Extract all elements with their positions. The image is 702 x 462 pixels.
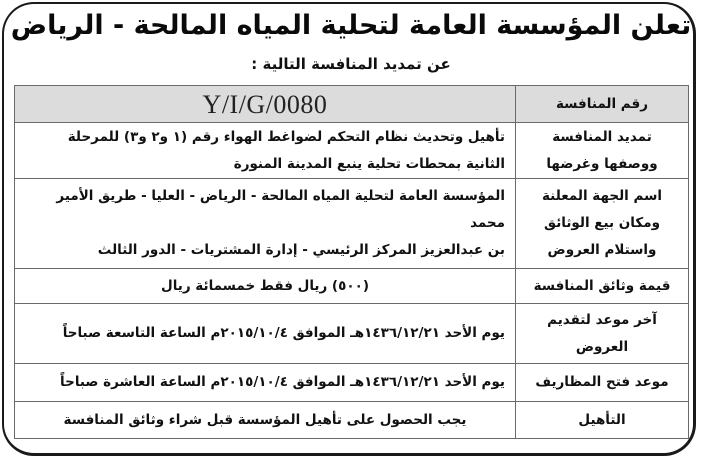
value-submission-deadline: يوم الأحد ١٤٣٦/١٢/٢١هـ الموافق ٢٠١٥/١٠/٤م الساعة التاسعة صباحاً (15, 304, 516, 364)
table-row-document-price (15, 269, 689, 304)
label-line: اسم الجهة المعلنة (542, 188, 662, 204)
value-tender-description (15, 123, 516, 179)
value-document-price: (٥٠٠) ريال فقط خمسمائة ريال (15, 269, 516, 304)
value-line: بن عبدالعزيز المركز الرئيسي - إدارة المشتريات - الدور الثالث (97, 242, 505, 258)
label-line: واستلام العروض (547, 242, 657, 258)
announcement-subtitle: عن تمديد المنافسة التالية : (251, 55, 451, 73)
value-line: المؤسسة العامة لتحلية المياه المالحة - الرياض - العليا - طريق الأمير محمد (56, 188, 505, 231)
label-submission-deadline (516, 304, 689, 364)
label-line: آخر موعد لتقديم (547, 311, 657, 328)
table-row-tender-number (15, 86, 689, 123)
value-line: تأهيل وتحديث نظام التحكم لضواغط الهواء رقم (١ و٢ و٣) للمرحلة (67, 128, 505, 145)
label-line: تمديد المنافسة (552, 128, 652, 145)
label-issuer-and-location (516, 179, 689, 269)
label-tender-number: رقم المنافسة (516, 86, 689, 123)
table-row-tender-description (15, 123, 689, 179)
table-row-envelope-opening (15, 364, 689, 402)
value-tender-number: Y/I/G/0080 (15, 86, 516, 123)
label-line: ووصفها وغرضها (546, 155, 658, 172)
value-qualification: يجب الحصول على تأهيل المؤسسة قبل شراء وثائق المنافسة (15, 402, 516, 439)
label-document-price: قيمة وثائق المنافسة (516, 269, 689, 304)
value-line: الثانية بمحطات تحلية ينبع المدينة المنورة (233, 155, 505, 172)
label-line: العروض (575, 338, 629, 355)
value-issuer-and-location (15, 179, 516, 269)
tender-details-table (14, 85, 689, 439)
label-qualification: التأهيل (516, 402, 689, 439)
label-envelope-opening: موعد فتح المظاريف (516, 364, 689, 402)
label-line: ومكان بيع الوثائق (544, 215, 660, 231)
value-envelope-opening: يوم الأحد ١٤٣٦/١٢/٢١هـ الموافق ٢٠١٥/١٠/٤م الساعة العاشرة صباحاً (15, 364, 516, 402)
label-tender-description (516, 123, 689, 179)
table-row-issuer-and-location (15, 179, 689, 269)
table-row-qualification (15, 402, 689, 439)
announcement-title: تعلن المؤسسة العامة لتحلية المياه المالحة - الرياض (10, 10, 692, 41)
table-row-submission-deadline (15, 304, 689, 364)
